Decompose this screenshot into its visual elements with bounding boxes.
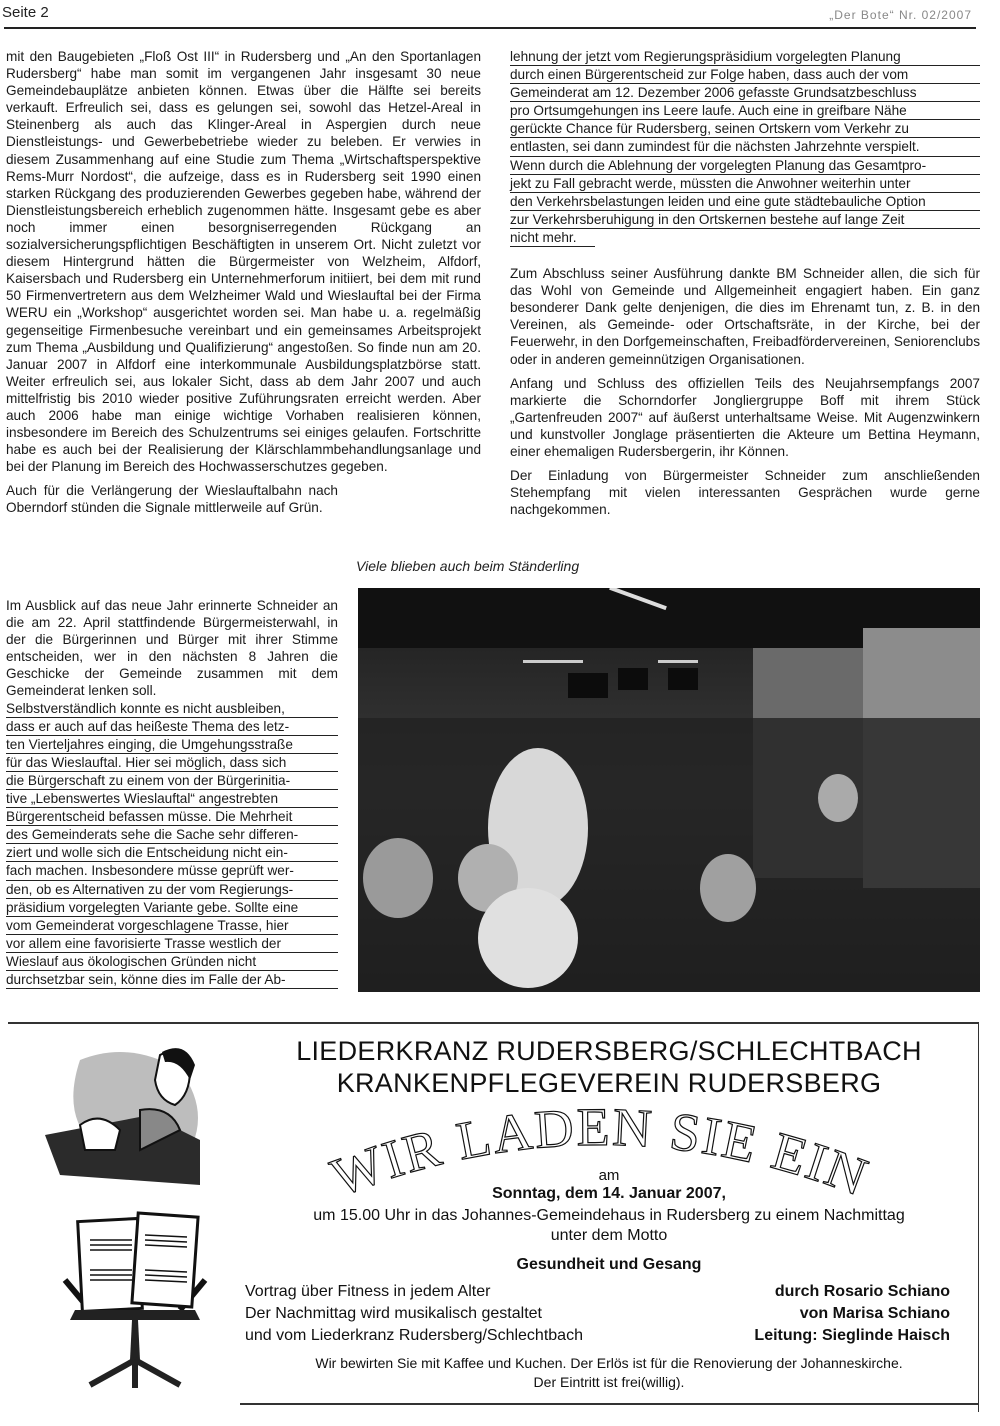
underlined-line: den, ob es Alternativen zu der vom Regierungs- xyxy=(6,881,338,899)
underlined-line: den Verkehrsbelastungen leiden und eine gute städtebauliche Option xyxy=(510,193,980,211)
ad-am: am xyxy=(598,1167,620,1184)
ad-program-row xyxy=(245,1283,950,1301)
crowd-photo-illustration xyxy=(358,588,980,992)
ad-motto: Gesundheit und Gesang xyxy=(516,1256,702,1273)
underlined-line: lehnung der jetzt vom Regierungspräsidium vorgelegten Planung xyxy=(510,48,980,66)
ad-headline: WIR LADEN SIE EIN xyxy=(323,1105,877,1208)
program-presenter: durch Rosario Schiano xyxy=(774,1283,950,1300)
underlined-line: jekt zu Fall gebracht werde, müssten die Anwohner weiterhin unter xyxy=(510,175,980,193)
article-left-column-bottom xyxy=(6,597,338,989)
singer-illustration xyxy=(40,1040,215,1190)
underlined-line: nicht mehr. xyxy=(510,229,595,247)
ad-program-row xyxy=(245,1327,950,1345)
publication-title: „Der Bote“ Nr. 02/2007 xyxy=(829,8,972,22)
underlined-passage-right xyxy=(510,48,980,247)
underlined-line: dass er auch auf das heißeste Thema des letz- xyxy=(6,718,338,736)
underlined-line: vom Gemeinderat vorgeschlagene Trasse, hier xyxy=(6,917,338,935)
article-paragraph: mit den Baugebieten „Floß Ost III“ in Rudersberg und „An den Sportanlagen Rudersberg“ habe man somit im vergangenen Jahr insgesamt 30 neue Gemeindebauplätze anbieten können. Etwas über die Hälfte sei bereits verkauft. Erfreulich sei, dass es gelungen sei, sowohl das Hetzel-Areal in Steinenberg als auch das Klinger-Areal in Aspergien durch neue Dienstleistungs- und Gewerbebetriebe wieder zu beleben. Er verwies in diesem Zusammenhang auf eine Studie zum Thema „Wirtschaftsperspektive Rems-Murr Nordost“, die aufzeige, dass es in Rudersberg seit 1990 einen starken Rückgang des produzierenden Gewerbes gegeben habe, während der Dienstleistungsbereich erheblich zugenommen hätte. Insgesamt gebe es aber noch immer einen besorgniserregenden Rückgang an sozialversicherungspflichtigen Beschäftigten in unserem Ort. Nicht zuletzt vor diesem Hintergrund hätten die Bürgermeister von Welzheim, Alfdorf, Kaisersbach und Rudersberg ein Unternehmerforum initiiert, bei dem mit rund 50 Firmenvertretern aus dem Welzheimer Wald und Wieslauftal bei der Firma WERU ein „Workshop“ ausgerichtet worden sei. Man habe u. a. regelmäßig gegenseitige Firmenbesuche vereinbart und ein gemeinsames Arbeitsprojekt zum Thema „Ausbildung und Qualifizierung“ angestoßen. So finde nun am 20. Januar 2007 in Alfdorf eine interkommunale Ausbildungsplatzbörse statt. Weiter erfreulich sei, aus lokaler Sicht, dass ab dem Jahr 2007 und auch mittelfristig bis 2010 wieder positive Zuführungsraten erreicht werden. Aber auch 2006 habe man einige wichtige Vorhaben realisieren können, insbesondere im Bereich des Schulzentrums sei einiges gelaufen. Fortschritte habe es auch bei der Realisierung der Klärschlammbehandlungsanlage und bei der Planung im Bereich des Hochwasserschutzes gegeben. xyxy=(6,49,481,475)
program-item: Vortrag über Fitness in jedem Alter xyxy=(245,1283,491,1300)
underlined-line: Wenn durch die Ablehnung der vorgelegten Planung das Gesamtpro- xyxy=(510,157,980,175)
article-paragraph: Zum Abschluss seiner Ausführung dankte BM Schneider allen, die sich für das Wohl von Gemeinde und Allgemeinheit engagiert haben. Ein ganz besonderer Dank gelte denjenigen, die dies im Ehrenamt tun, z. B. in den Vereinen, als Gemeinde- oder Ortschaftsräte, in der Kirche, bei der Feuerwehr, in den Dorfgemeinschaften, Freibadfördervereinen, Seniorenclubs oder in anderen gemeinnützigen Organisationen. xyxy=(510,266,980,367)
article-paragraph: Im Ausblick auf das neue Jahr erinnerte Schneider an die am 22. April stattfindende Bürgermeisterwahl, in der die Bürgerinnen und Bürger mit ihrer Stimme entscheiden, wer in den nächsten 8 Jahren die Geschicke der Gemeinde zusammen mit dem Gemeinderat lenken soll. xyxy=(6,598,338,699)
underlined-line: tive „Lebenswertes Wieslauftal“ angestrebten xyxy=(6,790,338,808)
event-photo xyxy=(358,588,980,992)
article-left-column-top xyxy=(6,48,481,524)
program-item: Der Nachmittag wird musikalisch gestaltet xyxy=(245,1305,542,1322)
underlined-line: pro Ortsumgehungen ins Leere laufe. Auch eine in greifbare Nähe xyxy=(510,102,980,120)
underlined-line: gerückte Chance für Rudersberg, seinen Ortskern vom Verkehr zu xyxy=(510,120,980,138)
ad-time-place: um 15.00 Uhr in das Johannes-Gemeindehaus in Rudersberg zu einem Nachmittag xyxy=(313,1207,905,1224)
underlined-line: ten Vierteljahres einging, die Umgehungsstraße xyxy=(6,736,338,754)
article-paragraph: Auch für die Verlängerung der Wieslauftalbahn nach Oberndorf stünden die Signale mittlerweile auf Grün. xyxy=(6,483,338,516)
program-presenter: von Marisa Schiano xyxy=(799,1305,950,1322)
underlined-line: ziert und wolle sich die Entscheidung nicht ein- xyxy=(6,844,338,862)
ad-footer-catering: Wir bewirten Sie mit Kaffee und Kuchen. Der Erlös ist für die Renovierung der Johanneskirche. xyxy=(315,1355,903,1371)
underlined-line: durch einen Bürgerentscheid zur Folge haben, dass auch der vom xyxy=(510,66,980,84)
underlined-line: Wieslauf aus ökologischen Gründen nicht xyxy=(6,953,338,971)
program-item: und vom Liederkranz Rudersberg/Schlechtbach xyxy=(245,1327,583,1344)
article-paragraph: Anfang und Schluss des offiziellen Teils des Neujahrsempfangs 2007 markierte die Schorndorfer Jongliergruppe Boff mit ihrem Stück „Gartenfreuden 2007“ auf äußerst unterhaltsame Weise. Mit Augenzwinkern und kunstvoller Jonglage präsentierten die Akteure um Bettina Heymann, einer ehemaligen Rudersbergerin, ihr Können. xyxy=(510,375,980,459)
header-rule xyxy=(4,27,976,29)
ad-date: Sonntag, dem 14. Januar 2007, xyxy=(492,1185,726,1202)
underlined-line: Selbstverständlich konnte es nicht ausbleiben, xyxy=(6,700,338,718)
underlined-line: Bürgerentscheid befassen müsse. Die Mehrheit xyxy=(6,808,338,826)
music-stand-illustration xyxy=(60,1200,210,1390)
underlined-line: fach machen. Insbesondere müsse geprüft wer- xyxy=(6,862,338,880)
underlined-line: des Gemeinderats sehe die Sache sehr differen- xyxy=(6,826,338,844)
ad-bottom-border xyxy=(240,1403,978,1405)
program-presenter: Leitung: Sieglinde Haisch xyxy=(754,1327,950,1344)
underlined-line: entlasten, sei dann zumindest für die nächsten Jahrzehnte verspielt. xyxy=(510,138,980,156)
photo-caption: Viele blieben auch beim Ständerling xyxy=(356,558,580,574)
page-number: Seite 2 xyxy=(2,4,49,21)
underlined-line: durchsetzbar sein, könne dies im Falle der Ab- xyxy=(6,971,338,989)
article-right-column xyxy=(510,48,980,525)
ad-organizer-1: LIEDERKRANZ RUDERSBERG/SCHLECHTBACH xyxy=(296,1036,922,1066)
underlined-line: präsidium vorgelegten Variante gebe. Sollte eine xyxy=(6,899,338,917)
ad-footer-admission: Der Eintritt ist frei(willig). xyxy=(533,1374,685,1390)
underlined-line: zur Verkehrsberuhigung in den Ortskernen bestehe auf lange Zeit xyxy=(510,211,980,229)
ad-organizer-2: KRANKENPFLEGEVEREIN RUDERSBERG xyxy=(336,1068,882,1098)
underlined-line: Gemeinderat am 12. Dezember 2006 gefasste Grundsatzbeschluss xyxy=(510,84,980,102)
ad-motto-intro: unter dem Motto xyxy=(550,1227,668,1244)
article-paragraph: Der Einladung von Bürgermeister Schneider zum anschließenden Stehempfang mit vielen interessanten Gesprächen wurde gerne nachgekommen. xyxy=(510,468,980,518)
ad-program-row xyxy=(245,1305,950,1323)
underlined-line: vor allem eine favorisierte Trasse westlich der xyxy=(6,935,338,953)
underlined-line: die Bürgerschaft zu einem von der Bürgerinitia- xyxy=(6,772,338,790)
underlined-passage-left xyxy=(6,700,338,990)
underlined-line: für das Wieslauftal. Hier sei möglich, dass sich xyxy=(6,754,338,772)
